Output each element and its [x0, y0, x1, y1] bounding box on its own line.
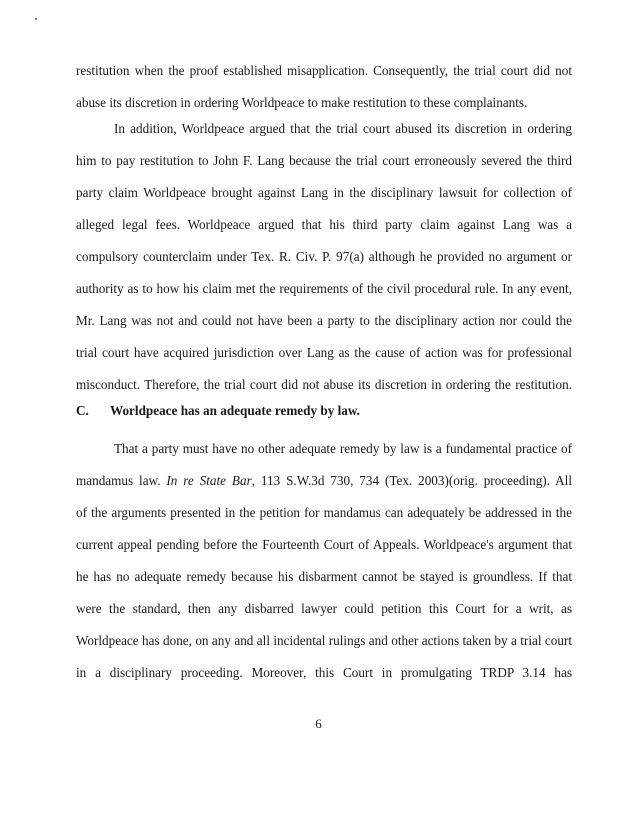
- section-letter: C.: [76, 403, 89, 418]
- paragraph-3-line-8: in a disciplinary proceeding. Moreover, this Court in promulgating TRDP 3.14 has: [76, 665, 572, 680]
- paragraph-3-line-2: [76, 473, 572, 489]
- paragraph-2-line-4: alleged legal fees. Worldpeace argued that his third party claim against Lang was a: [76, 217, 572, 232]
- paragraph-2-line-6: authority as to how his claim met the requirements of the civil procedural rule. In any event,: [76, 281, 572, 296]
- paragraph-3-line-6: were the standard, then any disbarred lawyer could petition this Court for a writ, as: [76, 601, 572, 616]
- line-text-pre: mandamus law.: [76, 473, 167, 488]
- paragraph-2-line-5: compulsory counterclaim under Tex. R. Civ. P. 97(a) although he provided no argument or: [76, 249, 572, 264]
- line-text-post: , 113 S.W.3d 730, 734 (Tex. 2003)(orig. proceeding). All: [251, 473, 572, 488]
- paragraph-1-line-2: abuse its discretion in ordering Worldpeace to make restitution to these complainants.: [76, 95, 528, 110]
- paragraph-3-line-1: That a party must have no other adequate remedy by law is a fundamental practice of: [114, 441, 572, 456]
- paragraph-2-line-7: Mr. Lang was not and could not have been a party to the disciplinary action nor could the: [76, 313, 572, 328]
- section-heading: [76, 403, 572, 419]
- paragraph-2-line-9: misconduct. Therefore, the trial court did not abuse its discretion in ordering the restitution.: [76, 377, 572, 392]
- paragraph-3-line-5: he has no adequate remedy because his disbarment cannot be stayed is groundless. If that: [76, 569, 572, 584]
- paragraph-3-line-7: Worldpeace has done, on any and all incidental rulings and other actions taken by a trial court: [76, 633, 572, 648]
- paragraph-3-line-4: current appeal pending before the Fourteenth Court of Appeals. Worldpeace's argument that: [76, 537, 572, 552]
- paragraph-2-line-1: In addition, Worldpeace argued that the trial court abused its discretion in ordering: [114, 121, 572, 136]
- section-title: Worldpeace has an adequate remedy by law.: [110, 403, 360, 418]
- paragraph-2-line-8: trial court have acquired jurisdiction over Lang as the cause of action was for professional: [76, 345, 572, 360]
- case-citation: In re State Bar: [166, 473, 252, 488]
- scan-speck: [35, 18, 37, 20]
- paragraph-2-line-2: him to pay restitution to John F. Lang because the trial court erroneously severed the third: [76, 153, 572, 168]
- paragraph-3-line-3: of the arguments presented in the petition for mandamus can adequately be addressed in the: [76, 505, 572, 520]
- paragraph-2-line-3: party claim Worldpeace brought against Lang in the disciplinary lawsuit for collection of: [76, 185, 572, 200]
- page-number: 6: [315, 716, 322, 731]
- paragraph-1-line-1: restitution when the proof established misapplication. Consequently, the trial court did not: [76, 63, 572, 78]
